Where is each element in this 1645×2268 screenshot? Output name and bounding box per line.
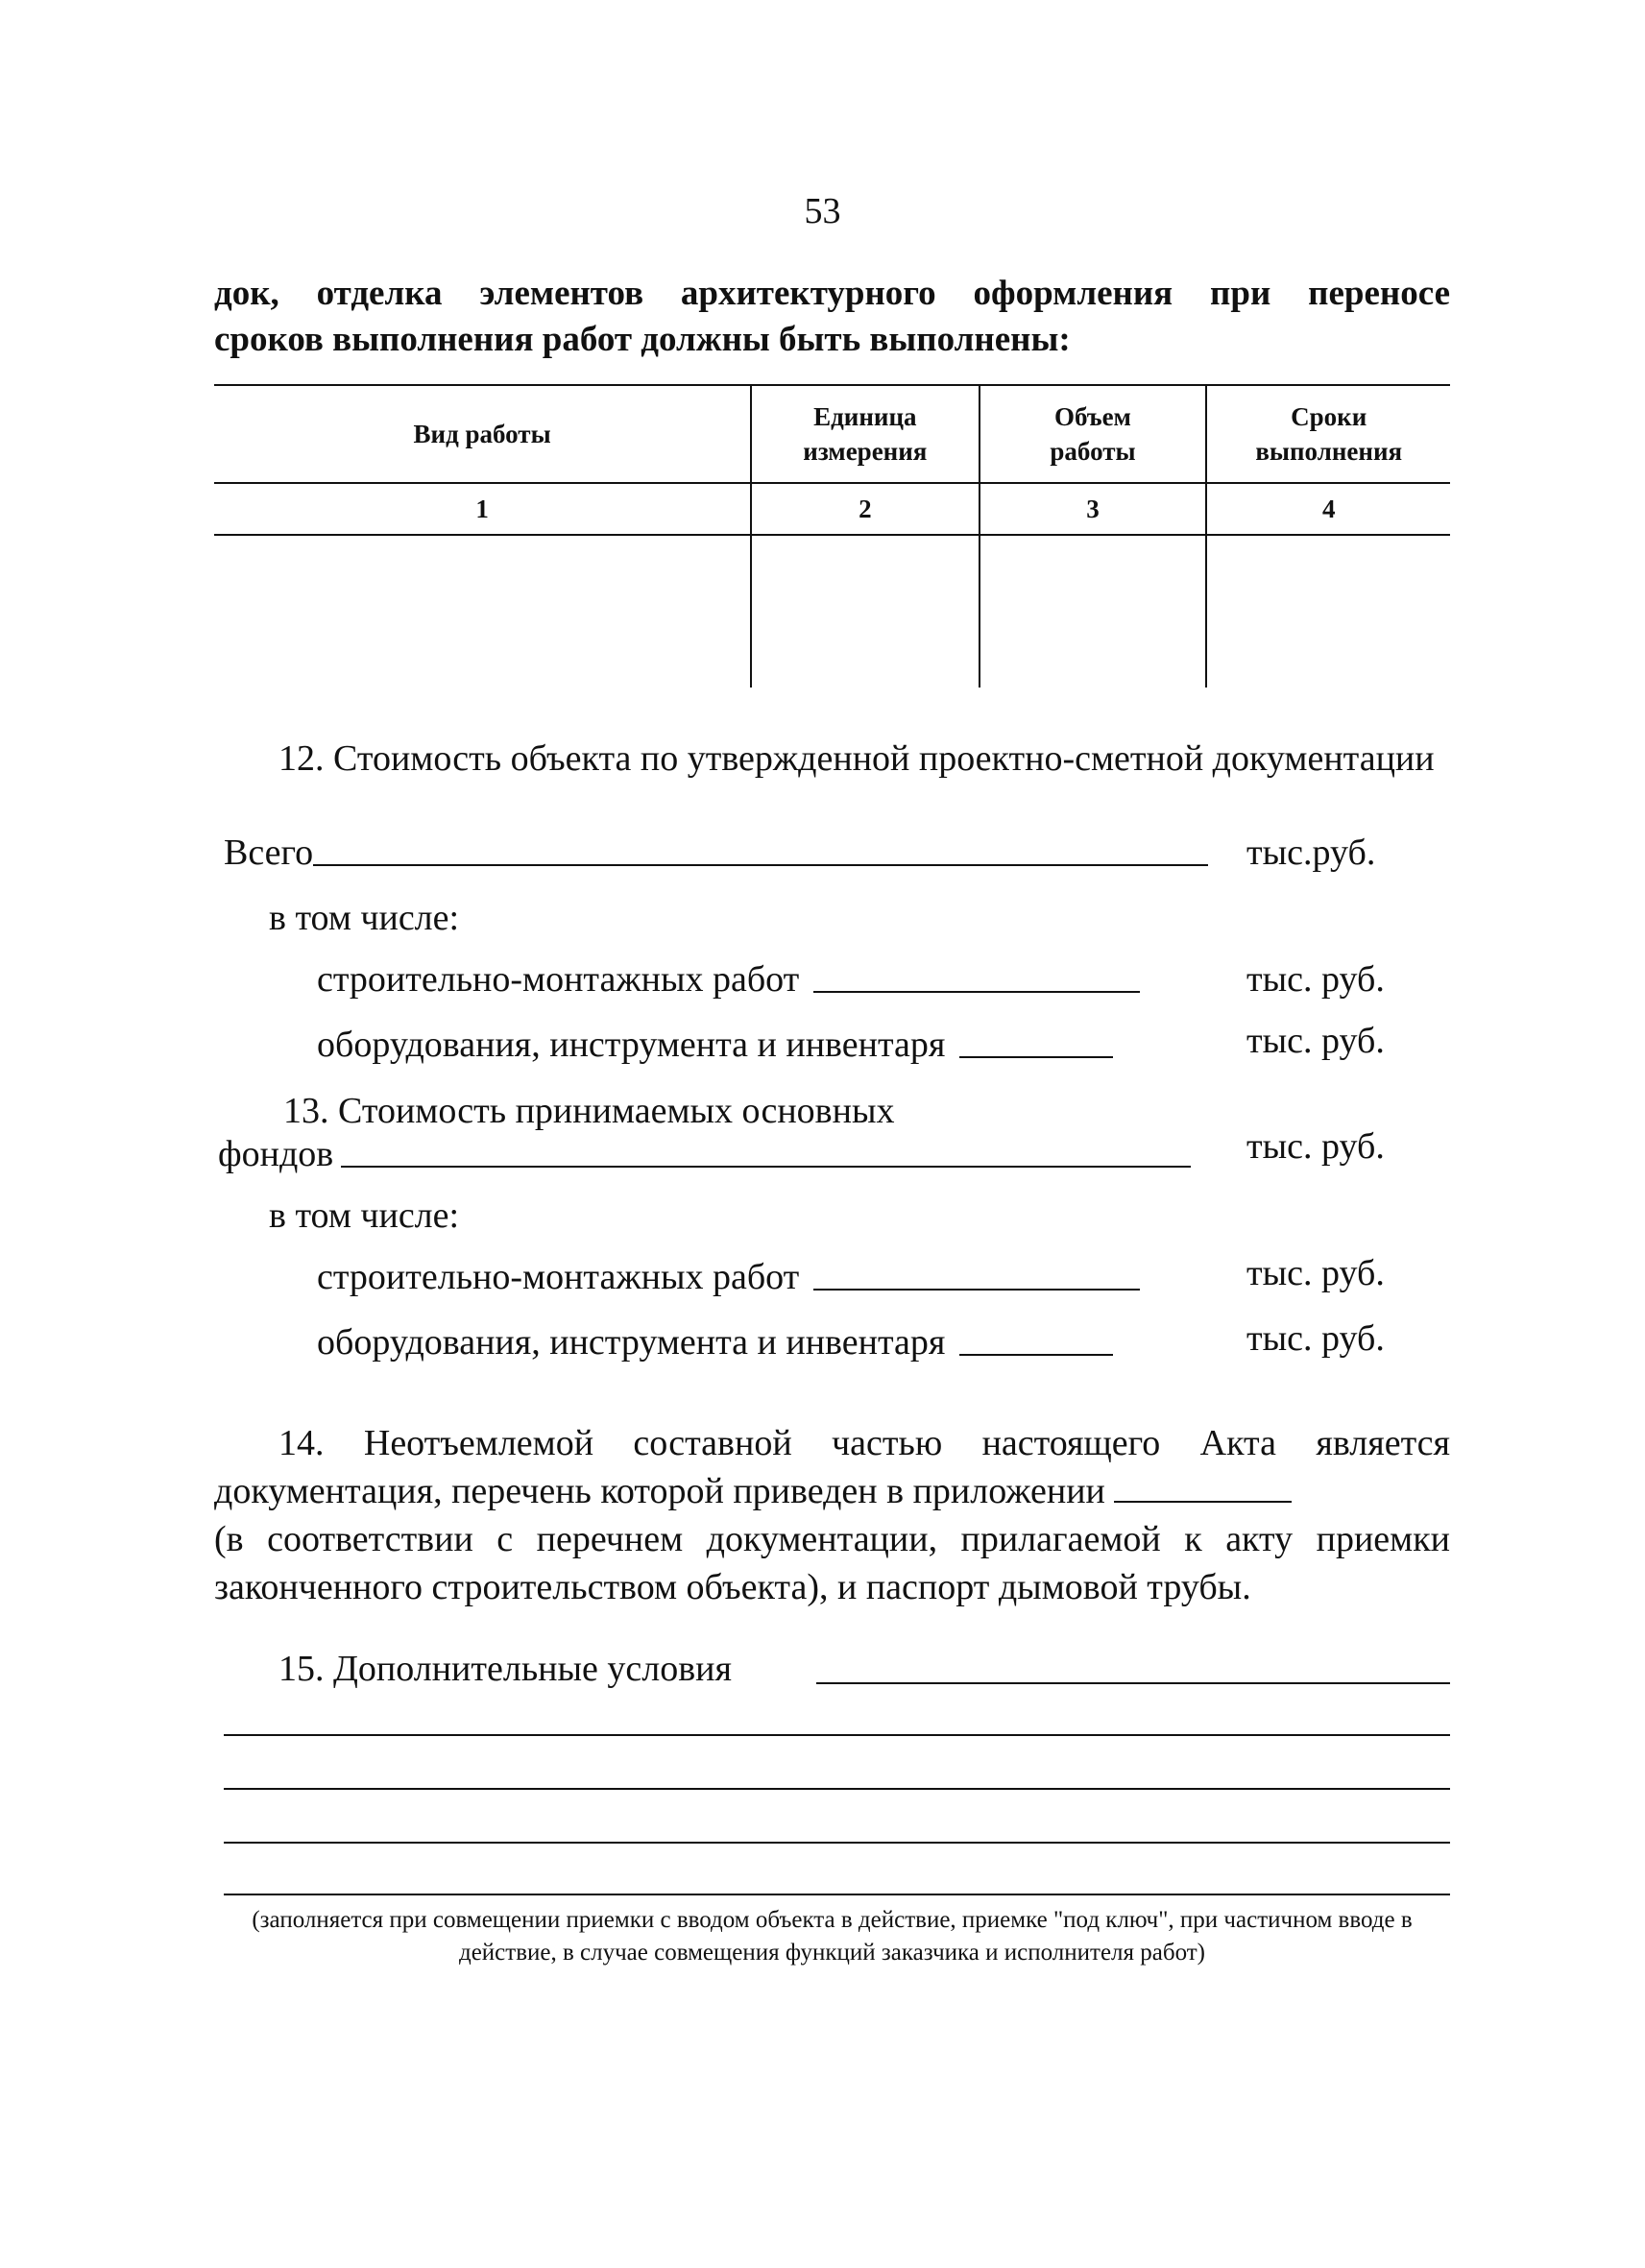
section-12-equip-row [317,1024,1113,1066]
smr-label: строительно-монтажных работ [317,1257,800,1297]
section-12-including: в том числе: [269,898,460,938]
unit-label: тыс.руб. [1246,832,1376,873]
additional-conditions-line[interactable] [224,1842,1450,1844]
section-13-equip-row [317,1321,1113,1363]
section-12-smr-row [317,958,1140,1001]
smr-blank-field[interactable] [813,990,1140,993]
header-unit: Единица измерения [751,385,979,483]
funds-label: фондов [218,1134,334,1174]
works-table-empty-row[interactable] [214,535,1450,688]
additional-conditions-line[interactable] [224,1734,1450,1736]
section-14-text-before: 14. Неотъемлемой составной частью настоящего Акта является документация, перечень которой приведен в приложении [214,1423,1450,1511]
intro-line-1: док, отделка элементов архитектурного оформления при переносе [214,274,1450,313]
equip-label: оборудования, инструмента и инвентаря [317,1025,946,1065]
section-12-total-row [224,832,1208,874]
col-number: 4 [1206,483,1450,535]
intro-line-2: сроков выполнения работ должны быть выполнены: [214,320,1071,359]
funds-blank-field[interactable] [341,1165,1191,1168]
unit-label: тыс. руб. [1246,1021,1385,1061]
additional-conditions-line[interactable] [224,1894,1450,1895]
col-number: 2 [751,483,979,535]
header-work-type: Вид работы [214,385,751,483]
section-13-total-row [218,1133,1191,1175]
unit-label: тыс. руб. [1246,1126,1385,1167]
unit-label: тыс. руб. [1246,1318,1385,1359]
appendix-blank-field[interactable] [1114,1500,1292,1503]
unit-label: тыс. руб. [1246,1253,1385,1293]
header-volume: Объем работы [980,385,1207,483]
smr-blank-field[interactable] [813,1288,1140,1291]
smr-label: строительно-монтажных работ [317,959,800,1000]
table-cell[interactable] [980,535,1207,688]
table-cell[interactable] [214,535,751,688]
header-deadline: Сроки выполнения [1206,385,1450,483]
works-table [214,384,1450,688]
equip-blank-field[interactable] [959,1055,1113,1058]
section-14-text [214,1419,1450,1611]
section-13-smr-row [317,1256,1140,1298]
page-number: 53 [804,191,841,231]
equip-blank-field[interactable] [959,1353,1113,1356]
works-table-number-row [214,483,1450,535]
total-blank-field[interactable] [313,863,1208,866]
table-cell[interactable] [751,535,979,688]
table-cell[interactable] [1206,535,1450,688]
section-12-heading: 12. Стоимость объекта по утвержденной проектно-сметной документации [278,738,1435,779]
equip-label: оборудования, инструмента и инвентаря [317,1322,946,1363]
section-14-text-after: (в соответствии с перечнем документации, прилагаемой к акту приемки законченного строительством объекта), и паспорт дымовой трубы. [214,1519,1450,1607]
intro-text [214,271,1450,363]
footnote: (заполняется при совмещении приемки с вводом объекта в действие, приемке "под ключ", при частичном вводе в действие, в случае совмещения функций заказчика и исполнителя работ) [252,1907,1413,1966]
additional-conditions-blank[interactable] [816,1682,1450,1684]
col-number: 1 [214,483,751,535]
unit-label: тыс. руб. [1246,959,1385,1000]
section-13-heading: 13. Стоимость принимаемых основных [283,1091,895,1131]
additional-conditions-line[interactable] [224,1788,1450,1790]
works-table-header-row [214,385,1450,483]
section-15-label: 15. Дополнительные условия [278,1649,732,1689]
col-number: 3 [980,483,1207,535]
total-label: Всего [224,832,314,873]
section-13-including: в том числе: [269,1195,460,1236]
